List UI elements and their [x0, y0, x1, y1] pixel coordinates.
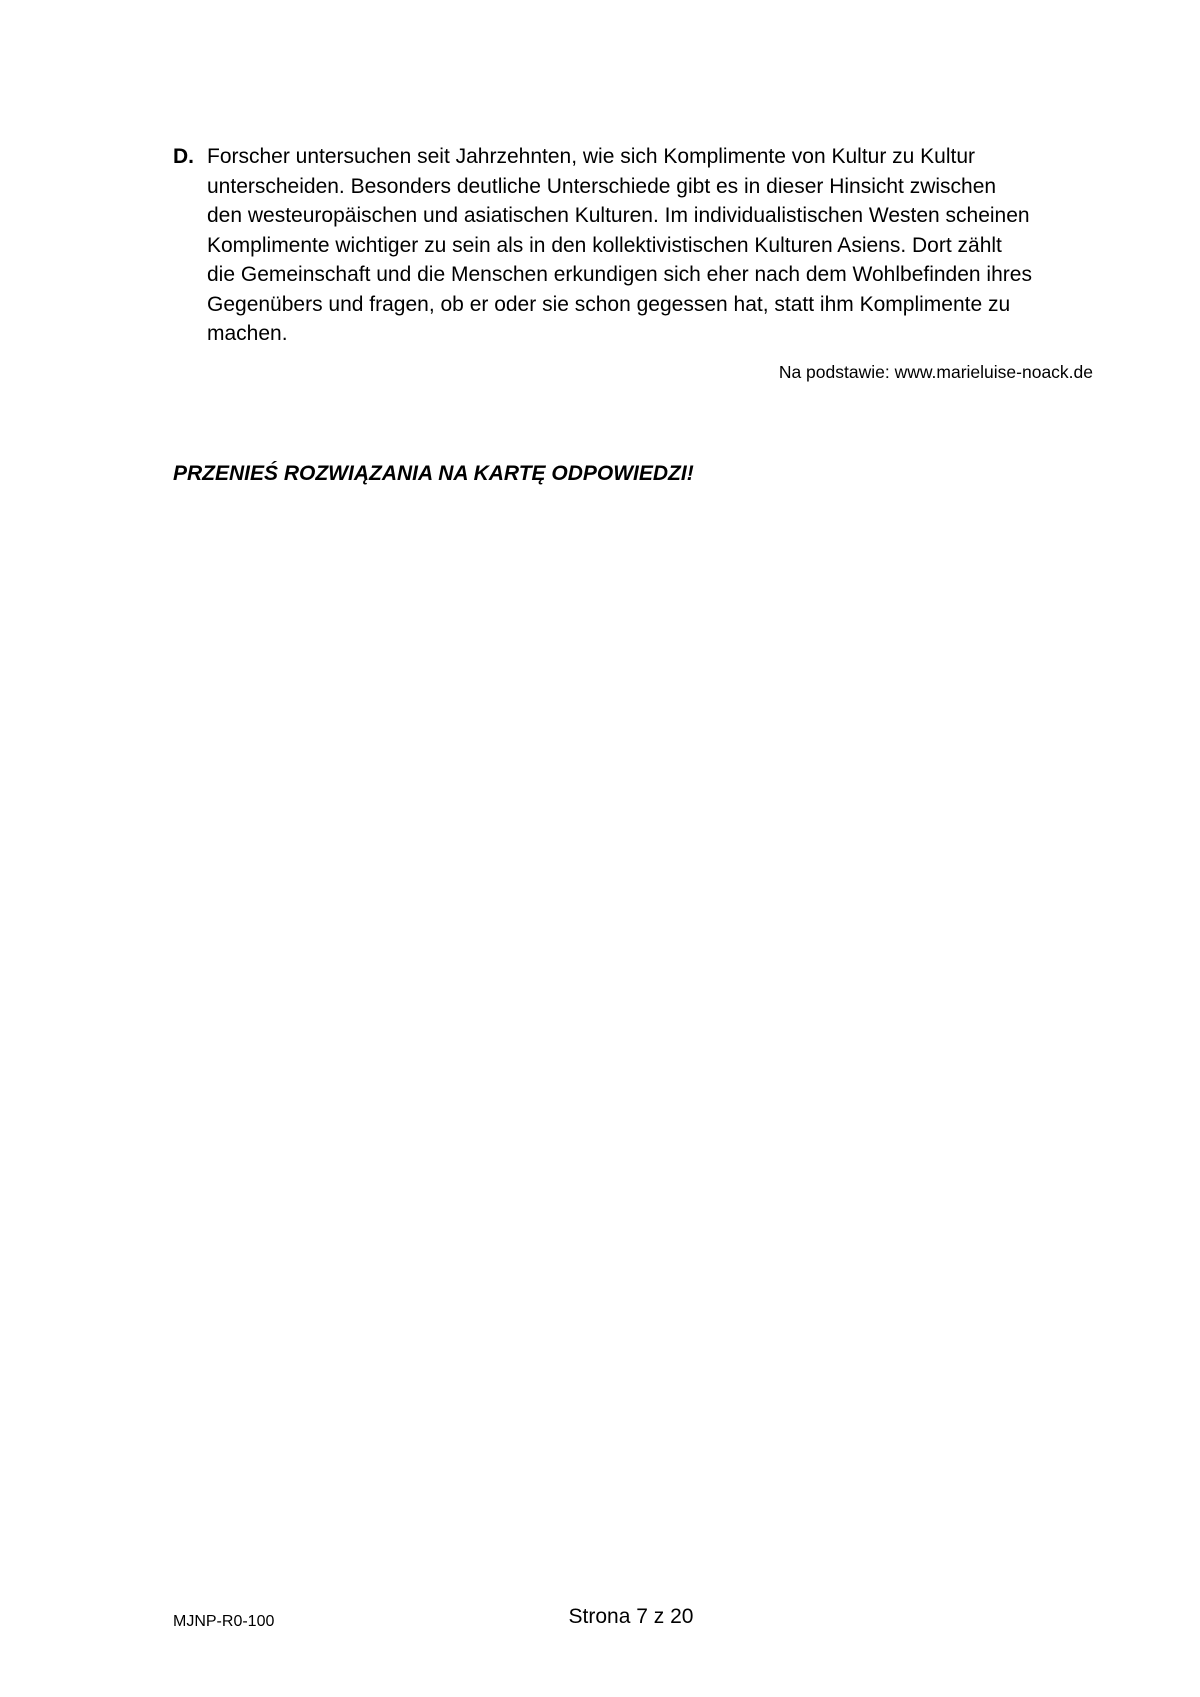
page-number: Strona 7 z 20 — [568, 1605, 694, 1628]
paragraph-line: unterscheiden. Besonders deutliche Unterschiede gibt es in dieser Hinsicht zwischen — [207, 174, 997, 198]
paragraph-line: machen. — [207, 322, 288, 345]
exam-code: MJNP-R0-100 — [173, 1613, 275, 1630]
section-letter: D. — [173, 145, 194, 168]
paragraph-line: Komplimente wichtiger zu sein als in den kollektivistischen Kulturen Asiens. Dort zählt — [207, 233, 1002, 257]
paragraph-line: Gegenübers und fragen, ob er oder sie schon gegessen hat, statt ihm Komplimente zu — [207, 292, 1011, 316]
source-citation: Na podstawie: www.marieluise-noack.de — [778, 362, 1093, 382]
paragraph-line: die Gemeinschaft und die Menschen erkundigen sich eher nach dem Wohlbefinden ihres — [207, 263, 1032, 286]
transfer-instruction: PRZENIEŚ ROZWIĄZANIA NA KARTĘ ODPOWIEDZI! — [173, 462, 694, 485]
paragraph-line: Forscher untersuchen seit Jahrzehnten, wie sich Komplimente von Kultur zu Kultur — [207, 145, 976, 168]
paragraph-line: den westeuropäischen und asiatischen Kulturen. Im individualistischen Westen scheinen — [207, 204, 1030, 227]
